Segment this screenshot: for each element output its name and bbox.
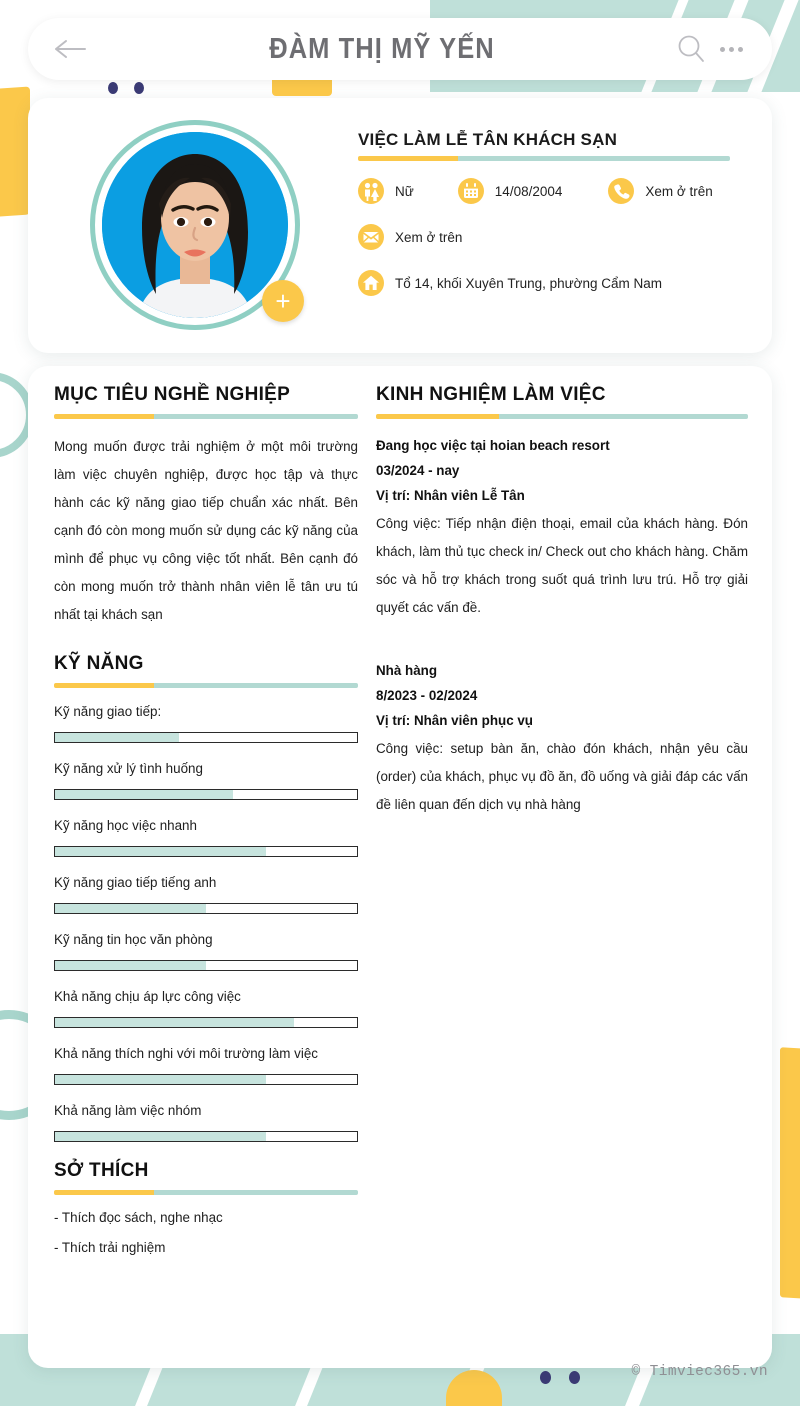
hobby-item: - Thích đọc sách, nghe nhạc [54, 1210, 223, 1225]
job-duties: Công việc: Tiếp nhận điện thoại, email của khách hàng. Đón khách, làm thủ tục check in/ Check out cho khách hàng. Chăm sóc và hỗ trợ khách trong suốt quá trình lưu trú. Hỗ trợ giải quyết các vấn đề. [376, 516, 748, 615]
cv-body-card [28, 366, 772, 1368]
job-duties: Công việc: setup bàn ăn, chào đón khách, nhận yêu cầu (order) của khách, phục vụ đồ ăn, đồ uống và giải đáp các vấn đề liên quan đến dịch vụ nhà hàng [376, 741, 748, 812]
contact-gender-text: Nữ [395, 183, 414, 199]
job-period: 03/2024 - nay [376, 463, 460, 478]
skill-label: Kỹ năng giao tiếp: [54, 704, 162, 719]
skill-progress-fill [55, 961, 206, 970]
skill-item [54, 1046, 358, 1085]
more-options-icon[interactable] [720, 45, 746, 53]
avatar[interactable] [90, 120, 300, 330]
contact-info-group [358, 178, 758, 316]
skill-progress-fill [55, 733, 179, 742]
skill-item [54, 704, 358, 743]
experience-item [376, 433, 748, 622]
job-position: Vị trí: Nhân viên phục vụ [376, 713, 533, 728]
contact-email-text: Xem ở trên [395, 229, 463, 245]
skill-progress-bar [54, 732, 358, 743]
contact-phone-text: Xem ở trên [645, 183, 713, 199]
right-column [376, 384, 748, 819]
contact-gender [358, 178, 414, 204]
gender-icon [358, 178, 384, 204]
email-icon [358, 224, 384, 250]
skill-item [54, 932, 358, 971]
objective-body: Mong muốn được trải nghiệm ở một môi trường làm việc chuyên nghiệp, được học tập và thực hành các kỹ năng giao tiếp chuẩn xác nhất. Bên cạnh đó còn mong muốn sử dụng các kỹ năng của mình để phục vụ công việc tốt nhất. Bên cạnh đó còn mong muốn trở thành nhân viên lễ tân ưu tú nhất tại khách sạn [54, 439, 358, 622]
brand-watermark: © Timviec365.vn [631, 1364, 768, 1380]
hobbies-heading: SỞ THÍCH [54, 1160, 149, 1181]
skill-progress-fill [55, 847, 266, 856]
skill-progress-fill [55, 1075, 266, 1084]
skill-label: Khả năng thích nghi với môi trường làm việc [54, 1046, 318, 1061]
avatar-photo [102, 132, 288, 318]
skill-label: Khả năng làm việc nhóm [54, 1103, 202, 1118]
contact-birthdate-text: 14/08/2004 [494, 183, 563, 199]
search-icon[interactable] [676, 34, 706, 64]
experience-list [376, 433, 748, 819]
skill-item [54, 761, 358, 800]
skill-progress-fill [55, 1018, 294, 1027]
decorative-dots-bottom [540, 1371, 580, 1384]
skills-heading: KỸ NĂNG [54, 653, 144, 674]
experience-item [376, 658, 748, 819]
skill-item [54, 1103, 358, 1142]
skill-label: Kỹ năng tin học văn phòng [54, 932, 213, 947]
section-experience [376, 384, 748, 819]
objective-heading: MỤC TIÊU NGHỀ NGHIỆP [54, 384, 291, 405]
skills-divider [54, 683, 358, 688]
contact-address-text: Tổ 14, khối Xuyên Trung, phường Cẩm Nam [395, 275, 663, 291]
home-icon [358, 270, 384, 296]
skill-label: Khả năng chịu áp lực công việc [54, 989, 241, 1004]
arrow-left-icon[interactable] [54, 38, 88, 60]
contact-address [358, 270, 662, 296]
job-period: 8/2023 - 02/2024 [376, 688, 478, 703]
section-hobbies [54, 1160, 358, 1255]
hobby-item: - Thích trải nghiệm [54, 1240, 166, 1255]
calendar-icon [458, 178, 484, 204]
skills-list [54, 704, 358, 1142]
experience-spacer [376, 622, 748, 644]
profile-card [28, 98, 772, 353]
contact-row-2 [358, 224, 758, 250]
skill-progress-bar [54, 789, 358, 800]
skill-progress-bar [54, 1017, 358, 1028]
job-company: Đang học việc tại hoian beach resort [376, 438, 610, 453]
skill-progress-bar [54, 1074, 358, 1085]
phone-icon [608, 178, 634, 204]
skill-progress-bar [54, 903, 358, 914]
page-title: ĐÀM THỊ MỸ YẾN [269, 32, 495, 65]
skill-label: Kỹ năng xử lý tình huống [54, 761, 203, 776]
right-yellow-accent [780, 1047, 800, 1298]
job-position: Vị trí: Nhân viên Lễ Tân [376, 488, 525, 503]
contact-birthdate [458, 178, 563, 204]
profile-job-title: VIỆC LÀM LỄ TÂN KHÁCH SẠN [358, 130, 618, 149]
contact-row-3 [358, 270, 758, 296]
job-company: Nhà hàng [376, 663, 438, 678]
experience-heading: KINH NGHIỆM LÀM VIỆC [376, 384, 606, 405]
skill-label: Kỹ năng giao tiếp tiếng anh [54, 875, 217, 890]
skill-progress-fill [55, 790, 233, 799]
hobbies-list [54, 1210, 358, 1255]
job-title-divider [358, 156, 730, 161]
section-skills [54, 653, 358, 1142]
hobbies-divider [54, 1190, 358, 1195]
contact-email [358, 224, 462, 250]
skill-progress-bar [54, 960, 358, 971]
section-objective [54, 384, 358, 629]
skill-progress-fill [55, 1132, 266, 1141]
contact-row-1 [358, 178, 758, 204]
add-photo-button[interactable]: + [262, 280, 304, 322]
objective-divider [54, 414, 358, 419]
experience-divider [376, 414, 748, 419]
skill-progress-bar [54, 846, 358, 857]
skill-item [54, 818, 358, 857]
contact-phone [608, 178, 712, 204]
left-yellow-accent [0, 86, 30, 217]
decorative-dots-top [108, 82, 144, 94]
skill-item [54, 875, 358, 914]
left-column [54, 384, 358, 1255]
skill-progress-bar [54, 1131, 358, 1142]
app-bar [28, 18, 772, 80]
skill-label: Kỹ năng học việc nhanh [54, 818, 197, 833]
skill-item [54, 989, 358, 1028]
skill-progress-fill [55, 904, 206, 913]
